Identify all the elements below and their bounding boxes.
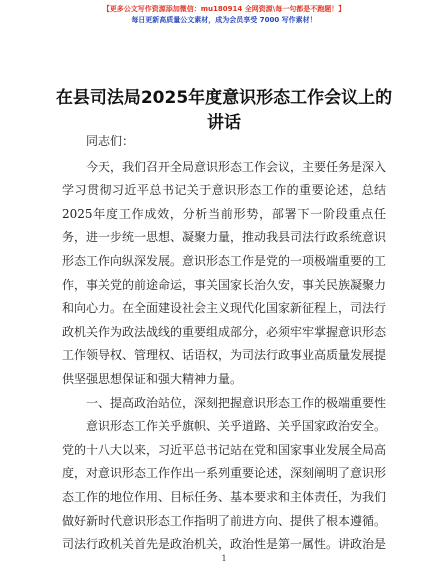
- section-heading-1: 一、提高政治站位，深刻把握意识形态工作的极端重要性: [86, 395, 387, 410]
- promo-banner-line-2: 每日更新高质量公文素材，成为会员享受 7000 写作素材！: [131, 16, 317, 24]
- page-number: 1: [221, 554, 227, 563]
- paragraph-intro: 今天，我们召开全局意识形态工作会议，主要任务是深入学习贯彻习近平总书记关于意识形态工作的重要论述，总结2025年度工作成效，分析当前形势，部署下一阶段重点任务，进一步统一思想、凝聚力量，推动我县司法行政系统意识形态工作向纵深发展。意识形态工作是党的一项极端重要的工作，事关党的前途命运，事关国家长治久安，事关民族凝聚力和向心力。在全面建设社会主义现代化国家新征程上，司法行政机关作为政法战线的重要组成部分，必须牢牢掌握意识形态工作领导权、管理权、话语权，为司法行政事业高质量发展提供坚强思想保证和强大精神力量。: [62, 159, 387, 386]
- greeting: 同志们：: [86, 134, 135, 148]
- promo-banner-line-1: 【更多公文写作资源添加微信：mu180914 全网资源\每一句都是不跑题！】: [102, 5, 346, 13]
- document-title: 在县司法局2025年度意识形态工作会议上的讲话: [55, 88, 393, 133]
- paragraph-continued: 司法行政机关首先是政治机关，政治性是第一属性。讲政治是: [62, 537, 387, 552]
- paragraph-section-1: 意识形态工作关乎旗帜、关乎道路、关乎国家政治安全。党的十八大以来，习近平总书记站在党和国家事业发展全局高度，对意识形态工作作出一系列重要论述，深刻阐明了意识形态工作的地位作用、目标任务、基本要求和主体责任，为我们做好新时代意识形态工作指明了前进方向、提供了根本遵循。: [62, 419, 387, 528]
- promo-banner: [0, 4, 448, 26]
- document-body: [62, 130, 386, 557]
